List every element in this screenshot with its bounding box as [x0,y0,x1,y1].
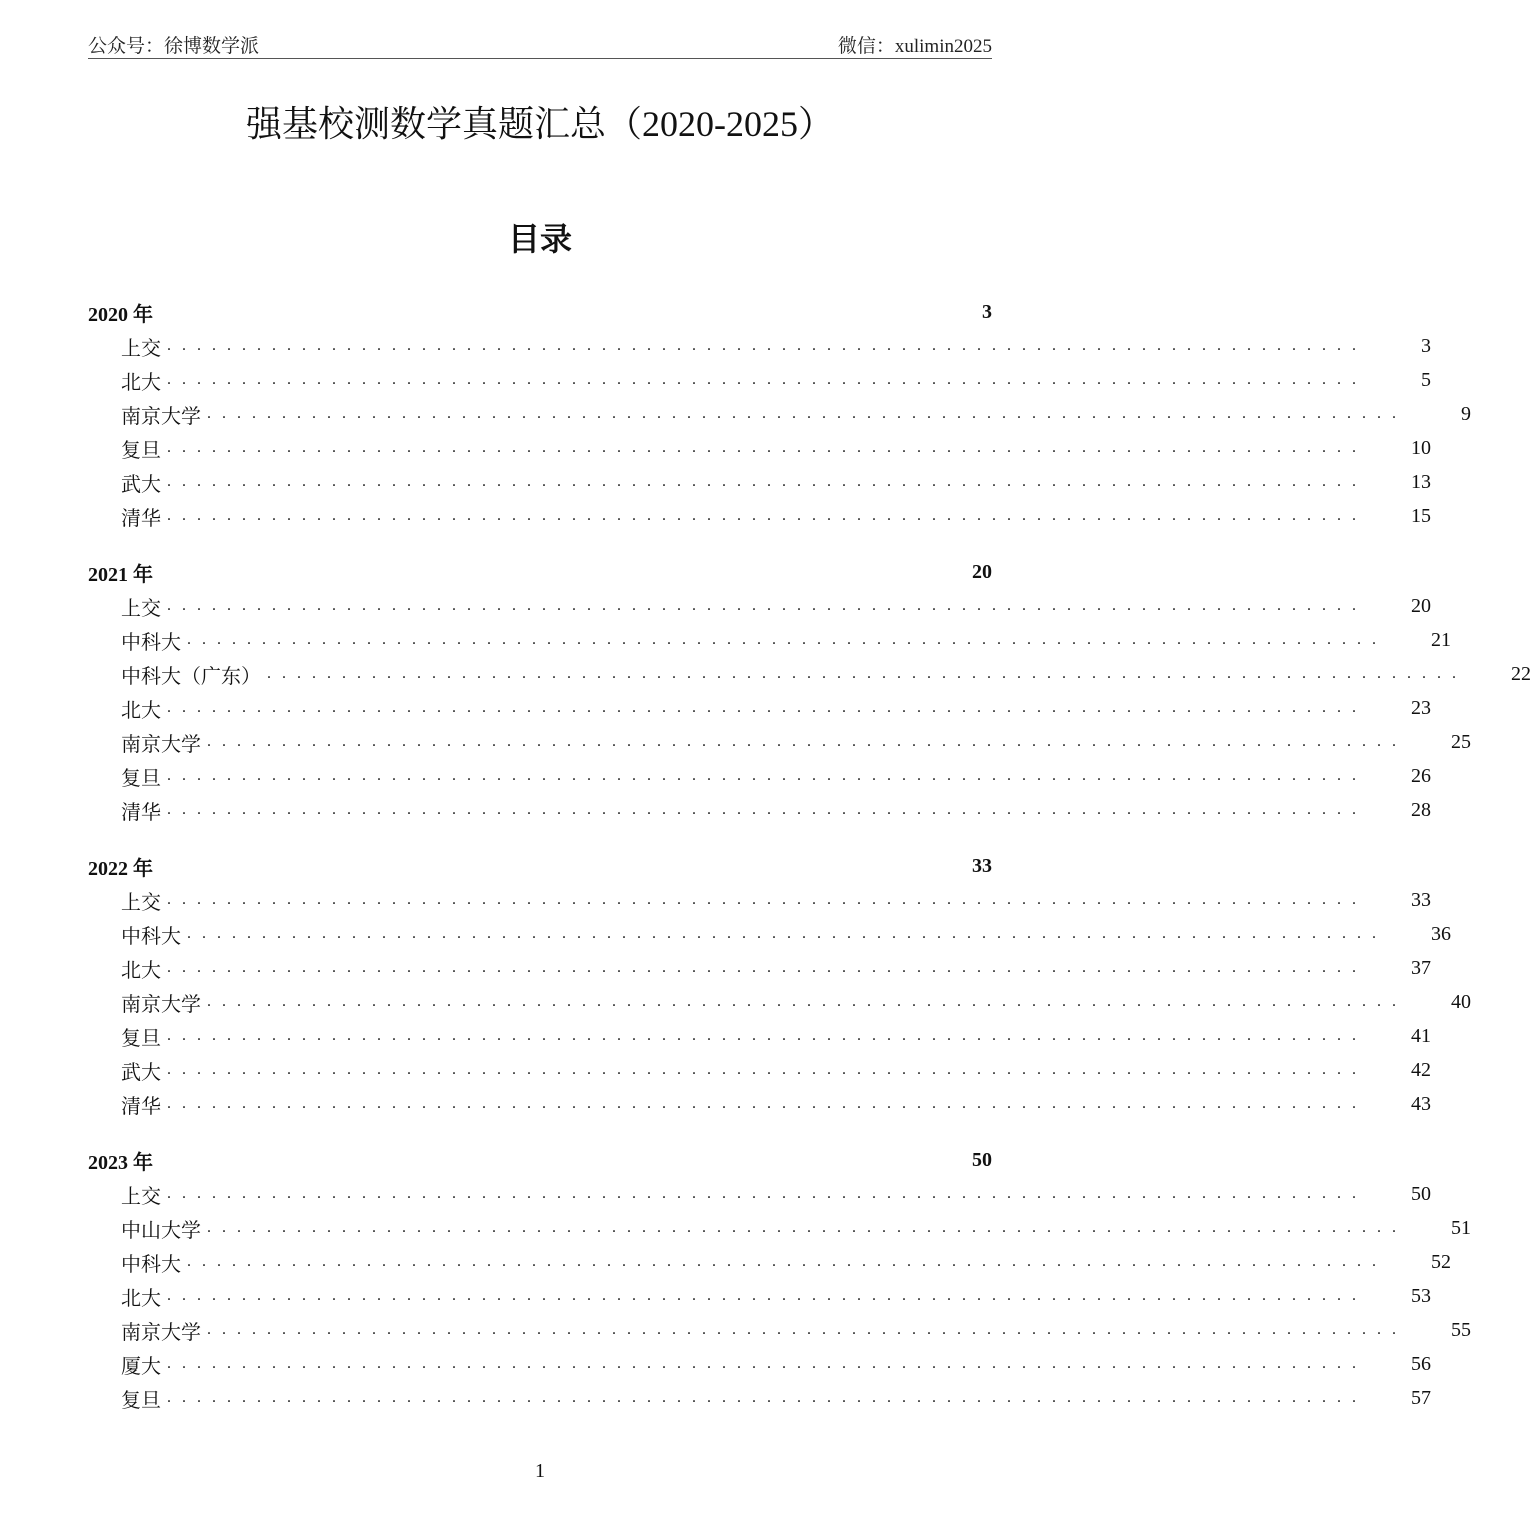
toc-entry-label: 上交 [121,337,161,360]
toc-entry-label: 清华 [121,507,161,530]
toc-section [88,849,1471,1121]
dot-leader: ................................................................................ [167,1355,1367,1372]
toc-entry-page: 22 [1511,662,1531,685]
toc-entry-label: 上交 [121,1185,161,1208]
toc-entry-page: 33 [1411,888,1431,911]
dot-leader: ................................................................................ [167,1287,1367,1304]
toc-entry-page: 26 [1411,764,1431,787]
toc-entry-label: 南京大学 [121,993,201,1016]
toc-entry-label: 上交 [121,891,161,914]
document-title: 强基校测数学真题汇总（2020-2025） [246,104,834,144]
toc-entry-label: 上交 [121,597,161,620]
toc-entry-page: 42 [1411,1058,1431,1081]
toc-entry-label: 南京大学 [121,1321,201,1344]
toc-entry-page: 25 [1451,730,1471,753]
toc-entry-label: 北大 [121,699,161,722]
dot-leader: ................................................................................ [167,439,1367,456]
toc-entry-label: 中科大 [121,1253,181,1276]
toc-entry-page: 50 [1411,1182,1431,1205]
toc-entry-page: 56 [1411,1352,1431,1375]
toc-entry-page: 20 [1411,594,1431,617]
toc-entry-label: 北大 [121,371,161,394]
toc-section-year: 2021 年 [88,563,153,586]
dot-leader: ................................................................................ [187,1253,1387,1270]
toc-entry-label: 厦大 [121,1355,161,1378]
toc-entry-label: 清华 [121,801,161,824]
toc-entry-page: 51 [1451,1216,1471,1239]
toc-entry-label: 武大 [121,473,161,496]
toc-section-page: 3 [982,300,992,323]
toc-entry-page: 3 [1421,334,1431,357]
toc-entry[interactable] [88,465,1431,499]
toc-section-year: 2023 年 [88,1151,153,1174]
toc-entry-page: 37 [1411,956,1431,979]
toc-entry-label: 复旦 [121,767,161,790]
toc-entry-page: 9 [1461,402,1471,425]
dot-leader: ................................................................................ [167,959,1367,976]
toc-entry[interactable] [88,793,1431,827]
dot-leader: ................................................................................ [187,925,1387,942]
dot-leader: ................................................................................ [267,665,1467,682]
dot-leader: ................................................................................ [207,733,1407,750]
toc-entry-page: 52 [1431,1250,1451,1273]
dot-leader: ................................................................................ [167,1389,1367,1406]
toc-entry[interactable] [88,363,1431,397]
dot-leader: ................................................................................ [187,631,1387,648]
toc-heading: 目录 [507,221,572,257]
toc-entry-page: 41 [1411,1024,1431,1047]
dot-leader: ................................................................................ [167,699,1367,716]
toc-entry[interactable] [88,1347,1431,1381]
toc-entry-page: 36 [1431,922,1451,945]
toc-entry-label: 复旦 [121,1389,161,1412]
toc-entry-page: 57 [1411,1386,1431,1409]
toc-entry-label: 中山大学 [121,1219,201,1242]
dot-leader: ................................................................................ [167,1027,1367,1044]
toc-entry[interactable] [88,499,1431,533]
dot-leader: ................................................................................ [167,801,1367,818]
toc-section-page: 50 [972,1148,992,1171]
toc-entry[interactable] [88,1279,1431,1313]
dot-leader: ................................................................................ [207,405,1407,422]
header-right-text: 微信：xulimin2025 [837,35,992,57]
dot-leader: ................................................................................ [167,767,1367,784]
dot-leader: ................................................................................ [207,1321,1407,1338]
toc-entry-page: 28 [1411,798,1431,821]
page-footer [0,1460,1080,1483]
toc-entry[interactable] [88,657,1531,691]
toc-entry-page: 43 [1411,1092,1431,1115]
toc-entry[interactable] [88,623,1451,657]
toc-entry-page: 13 [1411,470,1431,493]
toc-entry[interactable] [88,1019,1431,1053]
page-header [88,30,992,59]
toc-entry-page: 21 [1431,628,1451,651]
toc-entry[interactable] [88,1177,1431,1211]
dot-leader: ................................................................................ [167,891,1367,908]
dot-leader: ................................................................................ [167,371,1367,388]
header-left-text: 公众号：徐博数学派 [88,35,260,57]
toc-section-year: 2022 年 [88,857,153,880]
toc-section-page: 20 [972,560,992,583]
dot-leader: ................................................................................ [167,1061,1367,1078]
toc-entry[interactable] [88,883,1431,917]
toc-entry-label: 中科大 [121,631,181,654]
dot-leader: ................................................................................ [207,1219,1407,1236]
toc-entry-page: 40 [1451,990,1471,1013]
toc-entry-label: 中科大（广东） [121,665,261,688]
dot-leader: ................................................................................ [167,473,1367,490]
toc-entry-page: 55 [1451,1318,1471,1341]
dot-leader: ................................................................................ [167,337,1367,354]
toc-entry[interactable] [88,431,1431,465]
toc-entry-label: 南京大学 [121,405,201,428]
toc-entry[interactable] [88,691,1431,725]
toc-section-heading[interactable] [88,555,992,589]
toc-entry[interactable] [88,1381,1431,1415]
toc-entry-page: 10 [1411,436,1431,459]
toc-section-page: 33 [972,854,992,877]
toc-entry-label: 北大 [121,1287,161,1310]
toc-entry[interactable] [88,1087,1431,1121]
toc-entry[interactable] [88,397,1471,431]
toc-section [88,555,1531,827]
toc-entry-label: 中科大 [121,925,181,948]
toc-entry-label: 北大 [121,959,161,982]
toc-entry[interactable] [88,917,1451,951]
dot-leader: ................................................................................ [167,1095,1367,1112]
toc-entry[interactable] [88,951,1431,985]
table-of-contents [88,295,1531,1437]
page-number: 1 [535,1460,545,1482]
toc-entry[interactable] [88,1245,1451,1279]
toc-section-heading[interactable] [88,1143,992,1177]
dot-leader: ................................................................................ [167,1185,1367,1202]
toc-entry-label: 清华 [121,1095,161,1118]
toc-entry-label: 南京大学 [121,733,201,756]
dot-leader: ................................................................................ [167,507,1367,524]
toc-entry-label: 复旦 [121,1027,161,1050]
toc-entry[interactable] [88,1053,1431,1087]
toc-entry-page: 15 [1411,504,1431,527]
toc-entry[interactable] [88,985,1471,1019]
toc-entry[interactable] [88,329,1431,363]
toc-entry-page: 53 [1411,1284,1431,1307]
toc-entry[interactable] [88,1313,1471,1347]
toc-entry[interactable] [88,1211,1471,1245]
toc-section [88,295,1471,533]
dot-leader: ................................................................................ [207,993,1407,1010]
dot-leader: ................................................................................ [167,597,1367,614]
toc-section [88,1143,1471,1415]
toc-section-heading[interactable] [88,295,992,329]
toc-entry-page: 23 [1411,696,1431,719]
toc-entry-page: 5 [1421,368,1431,391]
toc-entry[interactable] [88,725,1471,759]
toc-section-heading[interactable] [88,849,992,883]
toc-section-year: 2020 年 [88,303,153,326]
toc-entry-label: 武大 [121,1061,161,1084]
toc-entry-label: 复旦 [121,439,161,462]
toc-entry[interactable] [88,589,1431,623]
toc-entry[interactable] [88,759,1431,793]
